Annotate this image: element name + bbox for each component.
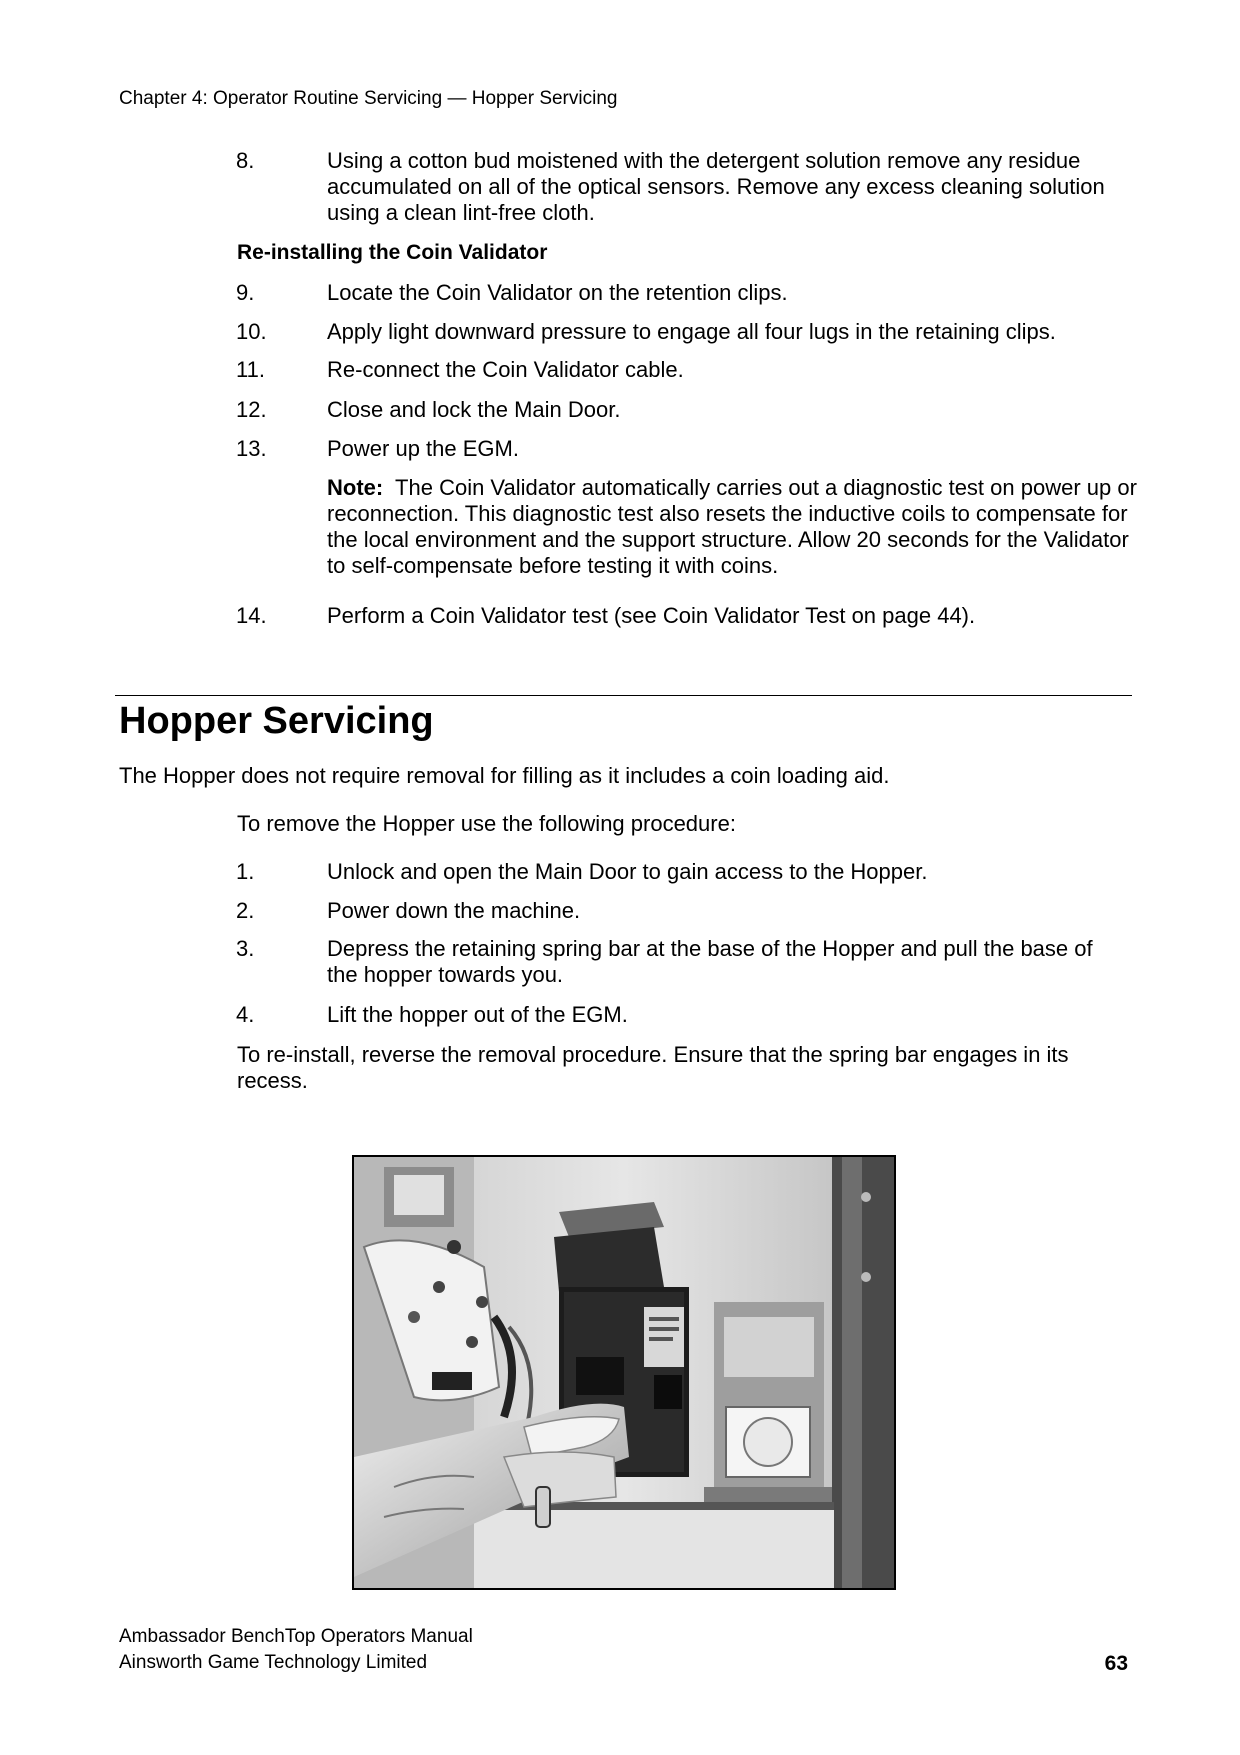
step-text: Power up the EGM. [327, 436, 519, 461]
step-text: Using a cotton bud moistened with the detergent solution remove any residue accumulated on all of the optical sensors. Remove any excess cleaning solution using a clean lint-free cloth. [327, 148, 1105, 225]
step-text: Perform a Coin Validator test (see Coin Validator Test on page 44). [327, 603, 976, 628]
step-text: Lift the hopper out of the EGM. [327, 1002, 628, 1027]
step-text: Depress the retaining spring bar at the base of the Hopper and pull the base of the hopper towards you. [327, 936, 1093, 987]
step-number: 2. [236, 898, 255, 923]
section-title: Hopper Servicing [119, 700, 434, 742]
step-text: Close and lock the Main Door. [327, 397, 621, 422]
step-number: 8. [236, 148, 255, 173]
running-header: Chapter 4: Operator Routine Servicing — Hopper Servicing [119, 88, 618, 109]
step-number: 11. [236, 357, 265, 382]
step-text: Locate the Coin Validator on the retention clips. [327, 280, 788, 305]
note-label: Note: [327, 475, 384, 500]
footer-company: Ainsworth Game Technology Limited [119, 1652, 428, 1673]
section-divider [115, 695, 1132, 696]
step-number: 12. [236, 397, 267, 422]
intro-paragraph: The Hopper does not require removal for filling as it includes a coin loading aid. [119, 763, 890, 788]
step-text: Power down the machine. [327, 898, 581, 923]
subheading: Re-installing the Coin Validator [237, 241, 548, 264]
step-number: 9. [236, 280, 255, 305]
note-text: The Coin Validator automatically carries out a diagnostic test on power up or reconnection. This diagnostic test also resets the inductive coils to compensate for the local environment and the support structure. Allow 20 seconds for the Validator to self-compensate before testing it with coins. [327, 475, 1137, 578]
step-text: Re-connect the Coin Validator cable. [327, 357, 684, 382]
procedure-lead: To remove the Hopper use the following procedure: [237, 811, 736, 836]
step-number: 3. [236, 936, 255, 961]
step-number: 13. [236, 436, 267, 461]
step-text: Unlock and open the Main Door to gain access to the Hopper. [327, 859, 928, 884]
step-number: 14. [236, 603, 267, 628]
step-number: 10. [236, 319, 267, 344]
note [327, 475, 1137, 579]
reinstall-paragraph: To re-install, reverse the removal procedure. Ensure that the spring bar engages in its recess. [237, 1042, 1069, 1093]
step-number: 4. [236, 1002, 255, 1027]
step-text: Apply light downward pressure to engage all four lugs in the retaining clips. [327, 319, 1056, 344]
step-number: 1. [236, 859, 255, 884]
footer-manual-title: Ambassador BenchTop Operators Manual [119, 1626, 473, 1647]
hopper-removal-photo [352, 1155, 896, 1590]
page-number: 63 [1104, 1652, 1128, 1675]
